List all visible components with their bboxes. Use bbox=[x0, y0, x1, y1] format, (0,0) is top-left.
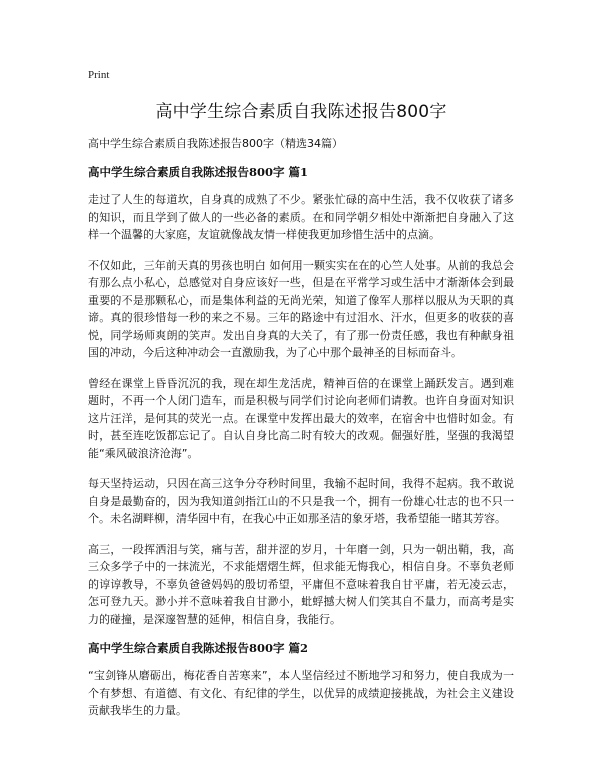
paragraph: 曾经在课堂上昏昏沉沉的我，现在却生龙活虎，精神百倍的在课堂上踊跃发言。遇到难题时，不再一个人闭门造车，而是积极与同学们讨论向老师们请教。也许自身面对知识这片汪洋，是何其的荧光一点。在课堂中发挥出最大的效率，在宿舍中也惜时如金。有时，甚至连吃饭都忘记了。自认自身比高二时有较大的改观。倔强好胜，坚强的我渴望能“乘风破浪济沧海”。 bbox=[88, 376, 514, 460]
document-subtitle: 高中学生综合素质自我陈述报告800字（精选34篇） bbox=[88, 137, 343, 150]
paragraph: “宝剑锋从磨砺出，梅花香自苦寒来”，本人坚信经过不断地学习和努力，使自我成为一个有梦想、有道德、有文化、有纪律的学生，以优异的成绩迎接挑战，为社会主义建设贡献我毕生的力量。 bbox=[88, 669, 514, 717]
section-heading: 高中学生综合素质自我陈述报告800字 篇2 bbox=[88, 641, 309, 655]
page-title: 高中学生综合素质自我陈述报告800字 bbox=[155, 102, 447, 122]
print-link[interactable]: Print bbox=[88, 69, 110, 81]
section-heading: 高中学生综合素质自我陈述报告800字 篇1 bbox=[88, 165, 309, 179]
section-2 bbox=[88, 640, 514, 720]
paragraph: 不仅如此，三年前天真的男孩也明白 如何用一颗实实在在的心竺人处事。从前的我总会有那么点小私心，总感觉对自身应该好一些，但是在平常学习或生活中才渐渐体会到最重要的不是那颗私心，而是集体利益的无尚光荣，知道了像军人那样以服从为天职的真谛。真的很珍惜每一秒的来之不易。三年的路途中有过泪水、汗水，但更多的收获的喜悦，同学场师爽朗的笑声。发出自身真的大关了，有了那一份责任感，我也有种献身祖国的冲动，今后这种冲动会一直激励我，为了心中那个最神圣的目标而奋斗。 bbox=[88, 258, 514, 359]
section-1 bbox=[88, 164, 514, 628]
paragraph: 走过了人生的每道坎，自身真的成熟了不少。紧张忙碌的高中生活，我不仅收获了诸多的知识，而且学到了做人的一些必备的素质。在和同学朝夕相处中渐渐把自身融入了这样一个温馨的大家庭，友谊就像战友情一样使我更加珍惜生活中的点滴。 bbox=[88, 193, 514, 241]
paragraph: 高三，一段挥洒泪与笑，痛与苦，甜并涩的岁月，十年磨一剑，只为一朝出鞘，我，高三众多学子中的一抹流光，不求能熠熠生辉，但求能无悔我心，相信自身。不辜负老师的谆谆教导，不辜负爸爸妈妈的殷切希望，平庸但不意味着我自甘平庸，若无凌云志，怎可登九天。渺小并不意味着我自甘渺小，蚍蜉撼大树人们笑其自不量力，而高考是实力的碰撞，是深邃智慧的延伸，相信自身，我能行。 bbox=[88, 542, 514, 626]
paragraph: 每天坚持运动，只因在高三这争分夺秒时间里，我输不起时间，我得不起病。我不敢说自身是最勤奋的，因为我知道剑指江山的不只是我一个，拥有一份雄心壮志的也不只一个。未名湖畔柳，清华园中有，在我心中正如那圣洁的象牙塔，我希望能一睹其芳容。 bbox=[88, 477, 514, 525]
